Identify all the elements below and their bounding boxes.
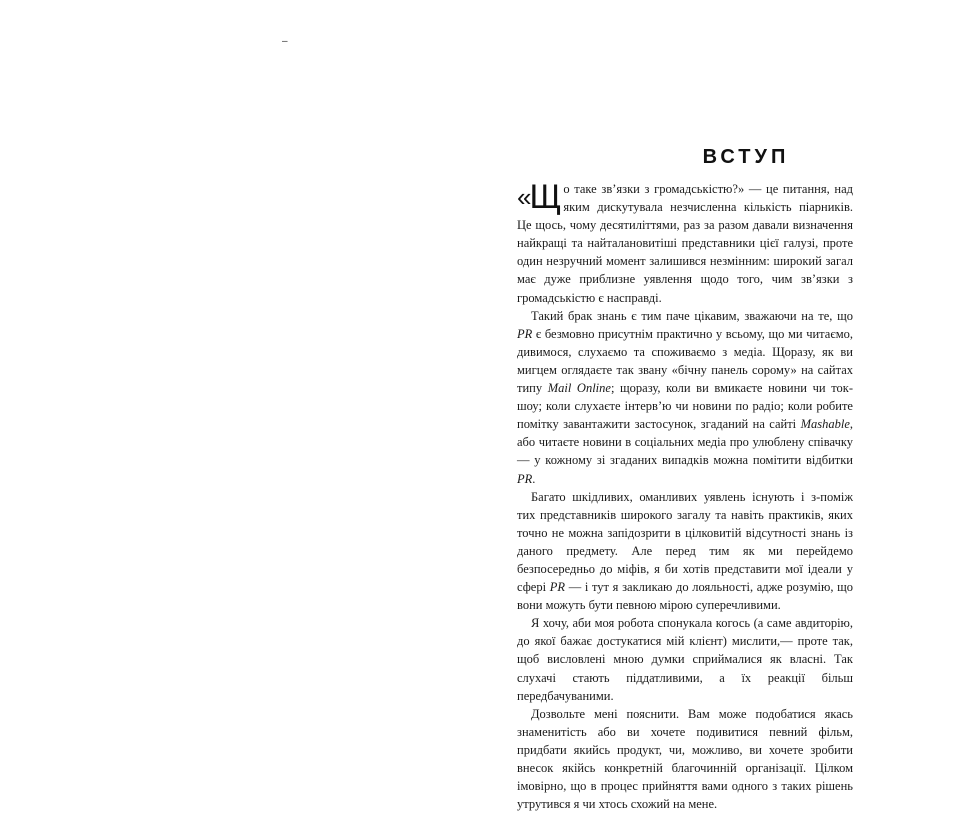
body-text xyxy=(517,180,853,813)
text-run: Дозвольте мені пояснити. Вам може подобатися якась знаменитість або ви хочете подивитися певний фільм, придбати якийсь продукт, чи, можливо, ви хочете зробити внесок якійсь конкретній благочинній організації. Цілком імовірно, що в процес прийняття вами одного з таких рішень утрутився я чи хтось схожий на мене. xyxy=(517,706,853,812)
text-run: є безмовно присутнім практично у всьому, що ми читаємо, дивимося, слухаємо та споживаємо з медіа. Щоразу, як ви мигцем оглядаєте так звану «бічну панель сорому» на сайтах типу xyxy=(517,326,853,396)
text-run: Я хочу, аби моя робота спонукала когось (а саме авдиторію, до якої бажає достукатися мій клієнт) мислити,— проте так, щоб висловлені мною думки сприймалися як власні. Так слухачі стають піддатливими, а їх реакції більш передбачуваними. xyxy=(517,616,853,703)
drop-cap-letter: Щ xyxy=(529,178,561,216)
text-run: , або читаєте новини в соціальних медіа про улюблену співачку — у кожному зі згаданих випадків можна помітити відбитки xyxy=(517,417,853,468)
paragraph-1-text xyxy=(517,182,853,305)
text-run: — і тут я закликаю до лояльності, адже розумію, що вони можуть бути певною мірою суперечливими. xyxy=(517,580,853,613)
drop-cap-quote: « xyxy=(517,182,530,212)
italic-term: PR xyxy=(517,326,533,341)
right-page xyxy=(485,0,970,812)
text-run: Такий брак знань є тим паче цікавим, зважаючи на те, що xyxy=(531,308,853,323)
paragraph-3 xyxy=(517,488,853,615)
text-run: о таке зв’язки з громадськістю?» — це питання, над яким дискутувала незчисленна кількість піарників. Це щось, чому десятиліттями, раз за разом давали визначення найкращі та найталановитіші представники цієї галузі, проте один незручний момент залишився незмінним: широкий загал має дуже приблизне уявлення щодо того, чим зв’язки з громадськістю є насправді. xyxy=(517,182,853,305)
paragraph-5 xyxy=(517,705,853,813)
italic-term: Mail Online xyxy=(547,381,611,396)
page-dash-mark: – xyxy=(282,36,288,47)
italic-term: PR xyxy=(517,471,533,486)
drop-cap xyxy=(517,178,561,216)
paragraph-4 xyxy=(517,614,853,704)
paragraph-1 xyxy=(517,180,853,307)
text-run: ; щоразу, коли ви вмикаєте новини чи ток-шоу; коли слухаєте інтерв’ю чи новини по радіо; коли робите помітку завантажити застосунок, згаданий на сайті xyxy=(517,381,853,432)
chapter-title: ВСТУП xyxy=(702,146,790,169)
italic-term: Mashable xyxy=(800,417,850,432)
italic-term: PR xyxy=(549,580,566,595)
paragraph-2 xyxy=(517,307,853,488)
text-run: Багато шкідливих, оманливих уявлень існують і з-поміж тих представників широкого загалу та навіть практиків, яких точно не можна запідозрити в цілковитій відсутності знань із даного предмету. Але перед тим як ми перейдемо безпосередньо до міфів, я би хотів представити мої ідеали у сфері xyxy=(517,489,853,595)
left-page xyxy=(0,0,485,691)
text-run: . xyxy=(532,471,536,486)
